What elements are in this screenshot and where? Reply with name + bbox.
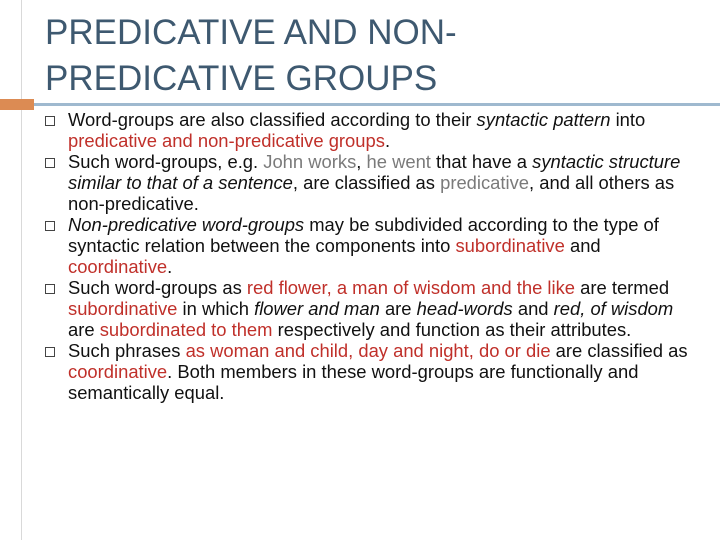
square-bullet-icon [45,347,55,357]
bullet-text-segment: are termed [575,277,670,298]
bullet-text-segment: respectively and function as their attributes. [272,319,632,340]
bullet-text-segment: are classified as [550,340,688,361]
bullet-text-segment: red, of wisdom [553,298,674,319]
bullet-text-segment: red flower, a man of wisdom and the like [246,277,576,298]
bullet-text-segment: Non-predicative word-groups [68,214,305,235]
bullet-list [45,109,700,403]
bullet-text-segment: syntactic structure similar to that of a sentence [68,151,681,193]
bullet-text-segment: coordinative [68,361,168,382]
bullet-text-segment: , and all others as non-predicative. [68,172,675,214]
bullet-text-segment: predicative [440,172,530,193]
bullet-item [45,151,700,214]
square-bullet-icon [45,221,55,231]
bullet-text-segment: Such phrases [68,340,186,361]
bullet-text-segment: John works [263,151,357,172]
bullet-text-segment: may be subdivided according to the type of syntactic relation between the components into [68,214,659,256]
bullet-text-segment: subordinative [68,298,178,319]
square-bullet-icon [45,158,55,168]
bullet-item [45,340,700,403]
left-margin-rule [21,0,22,540]
bullet-text-segment: predicative and non-predicative groups [68,130,385,151]
bullet-text-segment: head-words [416,298,513,319]
bullet-text-segment: Word-groups are also classified according to their [68,109,477,130]
bullet-item [45,277,700,340]
bullet-text-segment: and [512,298,554,319]
bullet-text-segment: as woman and child, day and night, do or die [185,340,551,361]
bullet-text-segment: . Both members in these word-groups are functionally and semantically equal. [68,361,639,403]
bullet-text-segment: in which [177,298,255,319]
bullet-item [45,214,700,277]
bullet-text-segment: , are classified as [292,172,441,193]
square-bullet-icon [45,284,55,294]
bullet-text-segment: syntactic pattern [476,109,611,130]
square-bullet-icon [45,116,55,126]
slide-title-line-2: PREDICATIVE GROUPS [45,59,438,98]
bullet-text-segment: . [384,130,391,151]
bullet-text-segment: into [610,109,646,130]
bullet-text-segment: Such word-groups, e.g. [68,151,264,172]
bullet-text-segment: coordinative [68,256,168,277]
title-accent-block [0,99,34,110]
bullet-text-segment: subordinated to them [99,319,273,340]
bullet-item [45,109,700,151]
bullet-text-segment: are [379,298,417,319]
bullet-text-segment: subordinative [455,235,565,256]
bullet-text-segment: flower and man [254,298,380,319]
title-underline [34,103,720,106]
bullet-text-segment: . [167,256,173,277]
slide-title [45,10,705,102]
bullet-text-segment: he went [366,151,431,172]
bullet-text-segment: are [68,319,100,340]
slide-title-line-1: PREDICATIVE AND NON- [45,13,457,52]
bullet-text-segment: Such word-groups as [68,277,247,298]
bullet-text-segment: , [356,151,367,172]
bullet-text-segment: that have a [430,151,533,172]
bullet-text-segment: and [564,235,601,256]
